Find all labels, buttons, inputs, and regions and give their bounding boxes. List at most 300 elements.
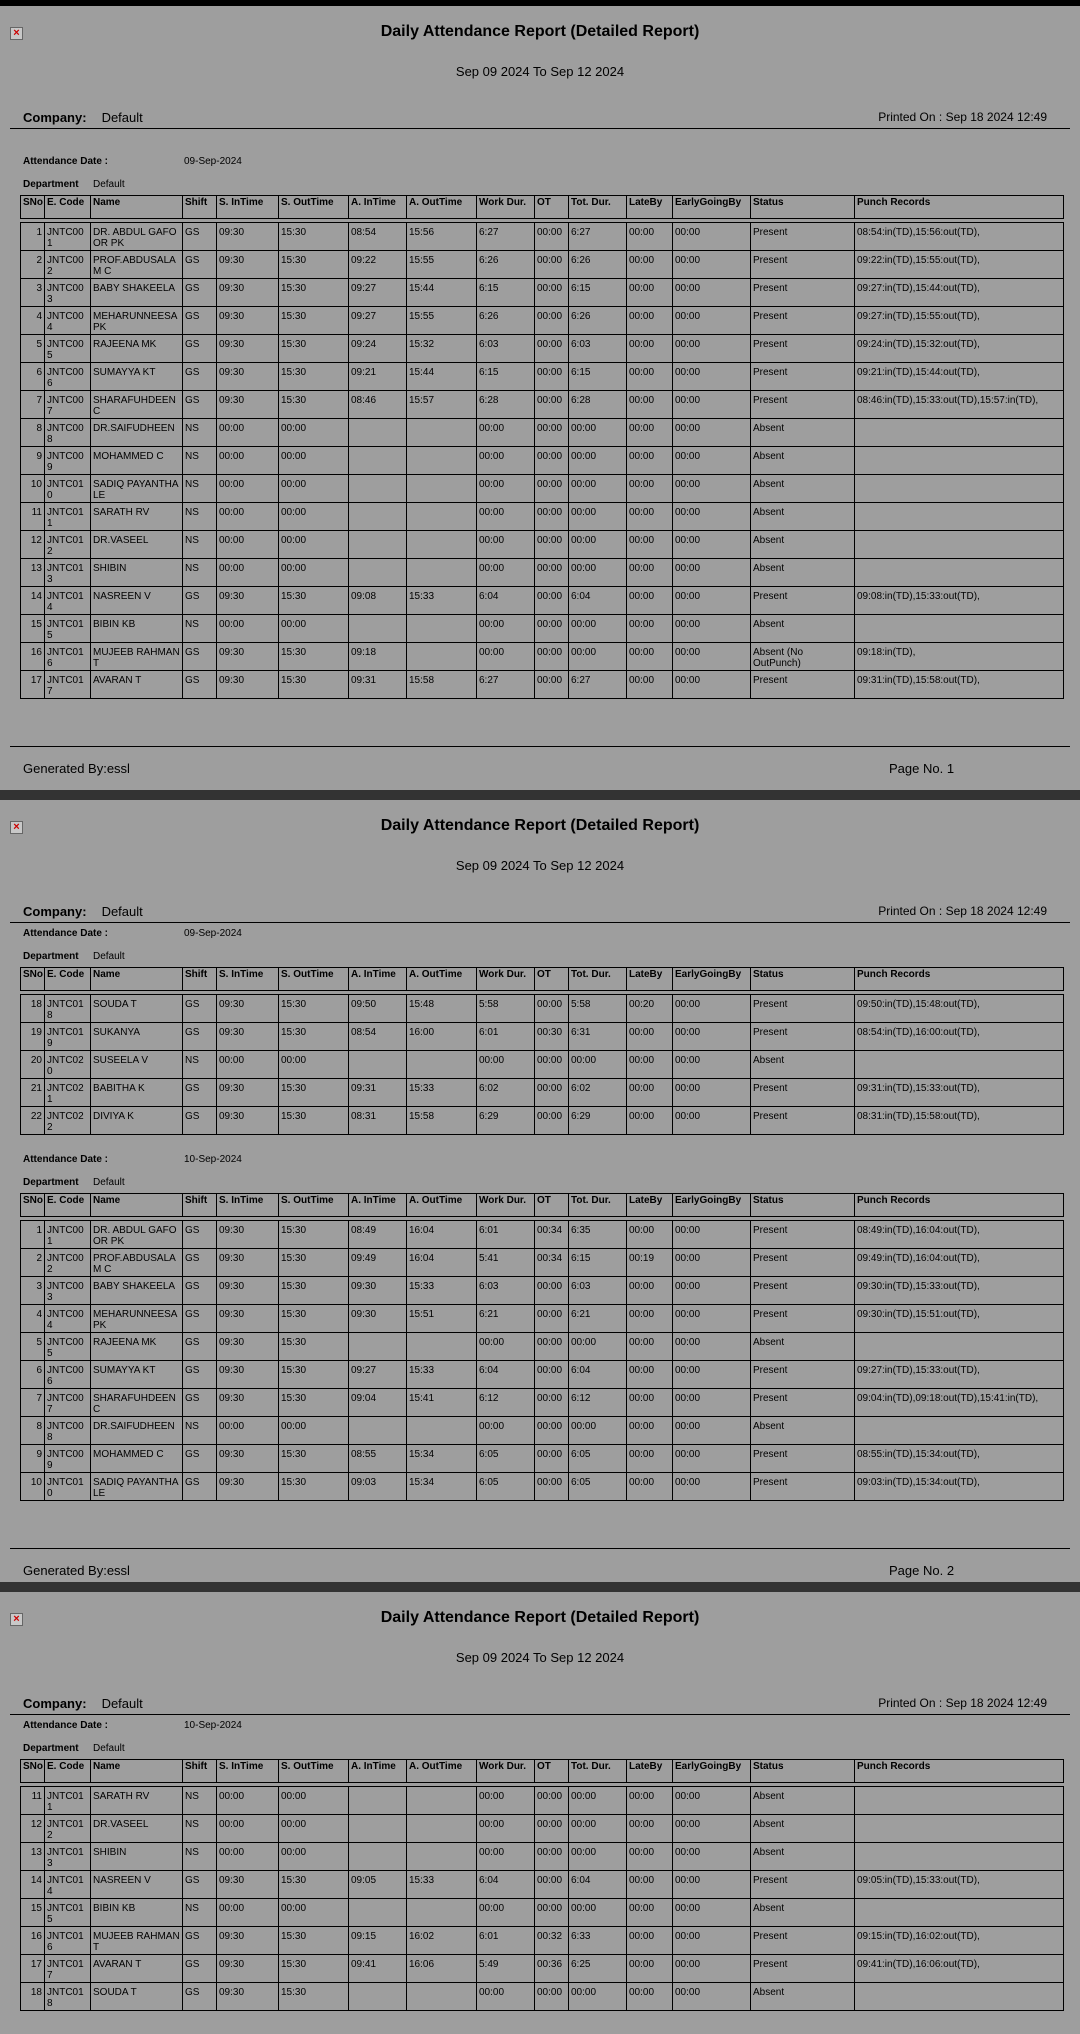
table-cell: 00:00 (627, 1079, 673, 1107)
column-header: EarlyGoingBy (673, 968, 751, 991)
table-cell: 15:30 (279, 335, 349, 363)
table-cell: 09:31:in(TD),15:58:out(TD), (855, 671, 1064, 699)
column-header: Status (751, 1194, 855, 1217)
column-header: A. InTime (349, 1194, 407, 1217)
header-rule (10, 922, 1070, 923)
table-cell: 00:00 (673, 1023, 751, 1051)
printed-on: Printed On : Sep 18 2024 12:49 (878, 1696, 1047, 1710)
table-cell: 15:30 (279, 1871, 349, 1899)
table-cell: 6:05 (477, 1445, 535, 1473)
table-cell: 00:00 (673, 587, 751, 615)
column-header: E. Code (45, 1760, 91, 1783)
table-cell (349, 1815, 407, 1843)
table-cell: 20 (21, 1051, 45, 1079)
table-cell: 16 (21, 643, 45, 671)
table-cell: 00:00 (535, 391, 569, 419)
table-header-row (21, 1760, 1064, 1783)
table-cell: 09:30 (217, 1445, 279, 1473)
table-cell (349, 419, 407, 447)
table-cell: 00:00 (673, 503, 751, 531)
table-cell: 6:35 (569, 1221, 627, 1249)
table-cell: 00:00 (535, 1305, 569, 1333)
table-cell: 00:00 (627, 1899, 673, 1927)
table-cell: SARATH RV (91, 503, 183, 531)
table-cell (349, 1899, 407, 1927)
table-cell: 09:21 (349, 363, 407, 391)
table-cell (349, 1333, 407, 1361)
table-cell: 00:00 (673, 1221, 751, 1249)
table-cell: 15:32 (407, 335, 477, 363)
table-cell (349, 1787, 407, 1815)
table-cell: JNTC017 (45, 671, 91, 699)
column-header: Status (751, 968, 855, 991)
table-cell: 00:00 (627, 671, 673, 699)
table-cell: 09:31:in(TD),15:33:out(TD), (855, 1079, 1064, 1107)
table-cell: 15:30 (279, 251, 349, 279)
department-value: Default (93, 1177, 125, 1188)
table-cell: 10 (21, 1473, 45, 1501)
report-title: Daily Attendance Report (Detailed Report) (380, 817, 700, 834)
table-cell: DIVIYA K (91, 1107, 183, 1135)
company-label: Company: (23, 1696, 87, 1711)
table-cell: Present (751, 279, 855, 307)
table-cell: 09:27:in(TD),15:55:out(TD), (855, 307, 1064, 335)
table-cell: 00:00 (673, 1107, 751, 1135)
table-cell: Absent (751, 615, 855, 643)
table-cell: 00:00 (535, 1445, 569, 1473)
table-row (21, 1079, 1064, 1107)
table-cell (855, 531, 1064, 559)
table-cell (349, 559, 407, 587)
table-cell: 00:00 (673, 1305, 751, 1333)
table-cell: 00:30 (535, 1023, 569, 1051)
table-cell: NS (183, 475, 217, 503)
table-cell: JNTC004 (45, 307, 91, 335)
column-header: EarlyGoingBy (673, 1760, 751, 1783)
table-cell: 6:15 (569, 363, 627, 391)
table-cell: 09:30 (217, 1473, 279, 1501)
table-cell: 16:02 (407, 1927, 477, 1955)
table-cell: 00:00 (673, 1843, 751, 1871)
table-cell: 00:00 (673, 1051, 751, 1079)
table-cell: 00:00 (477, 475, 535, 503)
table-cell: 00:00 (535, 1079, 569, 1107)
table-cell: 09:08 (349, 587, 407, 615)
table-cell: JNTC010 (45, 475, 91, 503)
column-header: Tot. Dur. (569, 196, 627, 219)
table-cell: 2 (21, 1249, 45, 1277)
table-cell: 09:30 (217, 363, 279, 391)
company-value: Default (101, 110, 143, 125)
table-cell: GS (183, 1983, 217, 2011)
table-cell: 00:00 (627, 251, 673, 279)
table-cell: 00:00 (627, 1023, 673, 1051)
table-cell: 7 (21, 1389, 45, 1417)
table-cell: 15:44 (407, 363, 477, 391)
table-cell (349, 447, 407, 475)
table-cell: 09:31 (349, 1079, 407, 1107)
table-cell: 00:00 (673, 671, 751, 699)
table-cell: PROF.ABDUSALAM C (91, 251, 183, 279)
table-cell: SUSEELA V (91, 1051, 183, 1079)
column-header: A. OutTime (407, 1760, 477, 1783)
table-cell: 00:32 (535, 1927, 569, 1955)
table-cell: 00:00 (673, 1249, 751, 1277)
table-cell: Present (751, 1079, 855, 1107)
table-cell: SOUDA T (91, 1983, 183, 2011)
table-cell: 8 (21, 1417, 45, 1445)
table-cell: JNTC014 (45, 1871, 91, 1899)
table-cell: 00:00 (673, 1871, 751, 1899)
table-cell: 15:30 (279, 1361, 349, 1389)
table-cell: Present (751, 251, 855, 279)
column-header: S. InTime (217, 1760, 279, 1783)
table-cell: 09:15 (349, 1927, 407, 1955)
table-cell: RAJEENA MK (91, 335, 183, 363)
table-cell: 09:18:in(TD), (855, 643, 1064, 671)
table-cell: 08:46 (349, 391, 407, 419)
table-cell: 00:00 (673, 1983, 751, 2011)
table-cell: 00:00 (627, 1361, 673, 1389)
table-cell: Present (751, 1473, 855, 1501)
attendance-date-value: 10-Sep-2024 (184, 1720, 242, 1731)
table-cell: 15:55 (407, 307, 477, 335)
table-cell: 13 (21, 1843, 45, 1871)
table-header-row (21, 1194, 1064, 1217)
table-cell: MEHARUNNEESA PK (91, 307, 183, 335)
table-cell: GS (183, 1107, 217, 1135)
table-cell: 5:49 (477, 1955, 535, 1983)
table-row (21, 1871, 1064, 1899)
table-cell: 14 (21, 1871, 45, 1899)
table-cell: 00:00 (477, 1843, 535, 1871)
table-cell: JNTC014 (45, 587, 91, 615)
table-cell: 00:00 (627, 391, 673, 419)
table-cell: 15:30 (279, 223, 349, 251)
table-cell (855, 447, 1064, 475)
table-cell: 15:55 (407, 251, 477, 279)
table-cell: NS (183, 559, 217, 587)
table-cell: GS (183, 587, 217, 615)
table-cell: NS (183, 419, 217, 447)
table-cell: 6:04 (477, 587, 535, 615)
page-separator (0, 1582, 1080, 1592)
table-cell: 4 (21, 307, 45, 335)
table-cell: 00:00 (535, 531, 569, 559)
table-cell: 15:34 (407, 1445, 477, 1473)
table-cell: GS (183, 995, 217, 1023)
table-cell (407, 1787, 477, 1815)
table-cell: 00:00 (279, 1899, 349, 1927)
table-cell: 15:33 (407, 1277, 477, 1305)
table-cell: 00:00 (673, 335, 751, 363)
attendance-table (20, 967, 1064, 1135)
table-cell: JNTC003 (45, 279, 91, 307)
table-cell: 00:00 (569, 1417, 627, 1445)
table-row (21, 251, 1064, 279)
table-cell: 00:00 (477, 615, 535, 643)
table-cell: 00:00 (569, 1051, 627, 1079)
table-cell: JNTC017 (45, 1955, 91, 1983)
table-cell: 1 (21, 223, 45, 251)
attendance-date-value: 10-Sep-2024 (184, 1154, 242, 1165)
table-cell: DR. ABDUL GAFOOR PK (91, 1221, 183, 1249)
table-cell: 00:00 (569, 559, 627, 587)
table-cell: 00:00 (535, 1389, 569, 1417)
table-cell: 00:00 (627, 335, 673, 363)
table-cell: 00:00 (673, 1899, 751, 1927)
table-cell: 00:00 (673, 279, 751, 307)
table-cell: Absent (751, 1051, 855, 1079)
column-header: SNo (21, 1194, 45, 1217)
table-cell: SUKANYA (91, 1023, 183, 1051)
table-cell: 00:00 (535, 1333, 569, 1361)
table-cell: 00:00 (569, 1815, 627, 1843)
column-header: Work Dur. (477, 196, 535, 219)
table-cell: GS (183, 1955, 217, 1983)
table-cell: Absent (751, 1417, 855, 1445)
table-cell: 6:27 (569, 223, 627, 251)
table-cell: 00:00 (535, 995, 569, 1023)
table-cell: 00:00 (535, 335, 569, 363)
table-cell: 09:30 (217, 1955, 279, 1983)
table-cell: 00:00 (535, 559, 569, 587)
table-cell: 00:00 (217, 1051, 279, 1079)
table-cell: 00:00 (535, 671, 569, 699)
table-cell: 09:30 (217, 1277, 279, 1305)
table-cell: 09:30 (217, 1305, 279, 1333)
table-cell: NASREEN V (91, 1871, 183, 1899)
company-row (23, 110, 1047, 125)
table-cell: GS (183, 251, 217, 279)
table-cell: 00:00 (217, 1815, 279, 1843)
table-cell: 00:00 (627, 615, 673, 643)
column-header: E. Code (45, 1194, 91, 1217)
table-cell: JNTC006 (45, 363, 91, 391)
table-cell: JNTC004 (45, 1305, 91, 1333)
table-cell: 00:00 (627, 1051, 673, 1079)
table-cell: 6:04 (477, 1361, 535, 1389)
column-header: Punch Records (855, 1194, 1064, 1217)
table-cell: 6:15 (477, 279, 535, 307)
table-cell: GS (183, 1277, 217, 1305)
table-cell: GS (183, 307, 217, 335)
column-header: OT (535, 1760, 569, 1783)
table-cell: 16:04 (407, 1249, 477, 1277)
table-cell: 00:00 (673, 447, 751, 475)
table-cell (407, 531, 477, 559)
table-cell: 09:30 (217, 1927, 279, 1955)
table-row (21, 1417, 1064, 1445)
table-cell: 00:00 (535, 587, 569, 615)
table-cell: 09:30 (217, 1871, 279, 1899)
table-cell: 15:30 (279, 1079, 349, 1107)
table-cell: 00:36 (535, 1955, 569, 1983)
company-value: Default (101, 1696, 143, 1711)
table-cell: 09:05 (349, 1871, 407, 1899)
table-cell: 6:28 (569, 391, 627, 419)
table-row (21, 363, 1064, 391)
table-cell: 08:54 (349, 223, 407, 251)
table-cell: 6 (21, 363, 45, 391)
table-cell: SHIBIN (91, 1843, 183, 1871)
table-cell: 00:00 (535, 307, 569, 335)
table-row (21, 1473, 1064, 1501)
column-header: Name (91, 196, 183, 219)
date-range: Sep 09 2024 To Sep 12 2024 (455, 858, 625, 873)
table-cell: Present (751, 1023, 855, 1051)
table-cell: PROF.ABDUSALAM C (91, 1249, 183, 1277)
table-cell (855, 1843, 1064, 1871)
table-cell: 00:00 (535, 1815, 569, 1843)
table-cell: BABY SHAKEELA (91, 1277, 183, 1305)
table-cell (407, 1983, 477, 2011)
table-cell: 09:49 (349, 1249, 407, 1277)
footer-rule (10, 746, 1070, 747)
table-cell (349, 615, 407, 643)
table-cell: 00:00 (569, 1843, 627, 1871)
table-cell: 00:00 (535, 1787, 569, 1815)
table-cell: 09:03:in(TD),15:34:out(TD), (855, 1473, 1064, 1501)
table-cell: 00:00 (627, 1445, 673, 1473)
table-cell: 00:00 (627, 1843, 673, 1871)
table-cell: 00:00 (673, 223, 751, 251)
table-cell: JNTC018 (45, 1983, 91, 2011)
table-cell: 00:00 (477, 559, 535, 587)
table-cell: 00:00 (477, 447, 535, 475)
table-cell: GS (183, 279, 217, 307)
table-cell: 15:30 (279, 643, 349, 671)
table-cell (407, 419, 477, 447)
table-cell: 09:03 (349, 1473, 407, 1501)
table-cell: JNTC019 (45, 1023, 91, 1051)
table-row (21, 1277, 1064, 1305)
table-cell: 00:00 (279, 503, 349, 531)
table-cell: BIBIN KB (91, 1899, 183, 1927)
table-cell (349, 1843, 407, 1871)
table-cell: 09:18 (349, 643, 407, 671)
table-header-row (21, 196, 1064, 219)
table-row (21, 1361, 1064, 1389)
table-row (21, 335, 1064, 363)
header-rule (10, 1714, 1070, 1715)
table-cell: MOHAMMED C (91, 447, 183, 475)
table-cell: 6:15 (477, 363, 535, 391)
table-cell: 15:34 (407, 1473, 477, 1501)
table-cell: 6:01 (477, 1023, 535, 1051)
table-cell (407, 1815, 477, 1843)
table-cell: 09:30 (217, 671, 279, 699)
table-cell: JNTC007 (45, 391, 91, 419)
table-cell: 09:22 (349, 251, 407, 279)
table-cell: 09:30 (217, 587, 279, 615)
table-cell: NS (183, 1787, 217, 1815)
table-cell: 11 (21, 1787, 45, 1815)
table-cell: 08:54 (349, 1023, 407, 1051)
table-cell: GS (183, 1221, 217, 1249)
table-row (21, 475, 1064, 503)
table-cell: 09:30 (217, 307, 279, 335)
table-cell: 00:00 (627, 475, 673, 503)
table-cell: 00:00 (217, 475, 279, 503)
page-number: Page No. 2 (889, 1563, 955, 1578)
table-cell: JNTC012 (45, 531, 91, 559)
table-cell: SOUDA T (91, 995, 183, 1023)
table-cell: 8 (21, 419, 45, 447)
table-cell: GS (183, 223, 217, 251)
table-cell: 6:33 (569, 1927, 627, 1955)
table-header-row (21, 968, 1064, 991)
table-cell: 15:30 (279, 1955, 349, 1983)
table-row (21, 1051, 1064, 1079)
attendance-table (20, 1193, 1064, 1501)
table-cell: 6:02 (477, 1079, 535, 1107)
table-cell: 00:00 (569, 1899, 627, 1927)
table-row (21, 531, 1064, 559)
table-cell: 15:56 (407, 223, 477, 251)
table-cell: 00:00 (627, 1221, 673, 1249)
table-cell: 13 (21, 559, 45, 587)
table-cell: 00:00 (569, 1333, 627, 1361)
table-cell: Absent (751, 1983, 855, 2011)
table-cell: 09:30 (217, 1221, 279, 1249)
date-range: Sep 09 2024 To Sep 12 2024 (455, 1650, 625, 1665)
table-cell: 09:08:in(TD),15:33:out(TD), (855, 587, 1064, 615)
table-cell: 00:00 (217, 559, 279, 587)
table-cell: JNTC018 (45, 995, 91, 1023)
table-cell: JNTC011 (45, 503, 91, 531)
table-cell (349, 531, 407, 559)
footer-rule (10, 1548, 1070, 1549)
broken-image-icon: × (10, 27, 23, 40)
table-cell: 00:00 (535, 615, 569, 643)
table-cell: 15:33 (407, 1871, 477, 1899)
table-cell: 09:22:in(TD),15:55:out(TD), (855, 251, 1064, 279)
company-label: Company: (23, 904, 87, 919)
table-cell: 00:00 (627, 307, 673, 335)
table-cell: 09:24 (349, 335, 407, 363)
table-cell: 6:04 (569, 1361, 627, 1389)
report-page (0, 6, 1080, 790)
table-cell: DR.SAIFUDHEEN (91, 419, 183, 447)
table-cell: 15:30 (279, 363, 349, 391)
table-cell: 6:28 (477, 391, 535, 419)
table-cell: 11 (21, 503, 45, 531)
table-cell: GS (183, 1389, 217, 1417)
table-cell: 00:00 (627, 503, 673, 531)
table-cell: GS (183, 1249, 217, 1277)
table-cell: 15:30 (279, 1249, 349, 1277)
table-cell: 08:49:in(TD),16:04:out(TD), (855, 1221, 1064, 1249)
company-row (23, 1696, 1047, 1711)
table-cell: 6:04 (569, 587, 627, 615)
table-cell: 15:30 (279, 1333, 349, 1361)
table-cell: JNTC012 (45, 1815, 91, 1843)
table-cell: Present (751, 1445, 855, 1473)
table-row (21, 1927, 1064, 1955)
table-cell: 00:19 (627, 1249, 673, 1277)
table-cell: Present (751, 1871, 855, 1899)
table-cell: 00:00 (279, 1417, 349, 1445)
table-cell: 00:00 (535, 223, 569, 251)
column-header: S. InTime (217, 1194, 279, 1217)
table-row (21, 1787, 1064, 1815)
table-cell (855, 1333, 1064, 1361)
table-cell: 00:00 (627, 1983, 673, 2011)
department-value: Default (93, 179, 125, 190)
table-cell: 15:30 (279, 587, 349, 615)
table-cell: 6:26 (569, 251, 627, 279)
